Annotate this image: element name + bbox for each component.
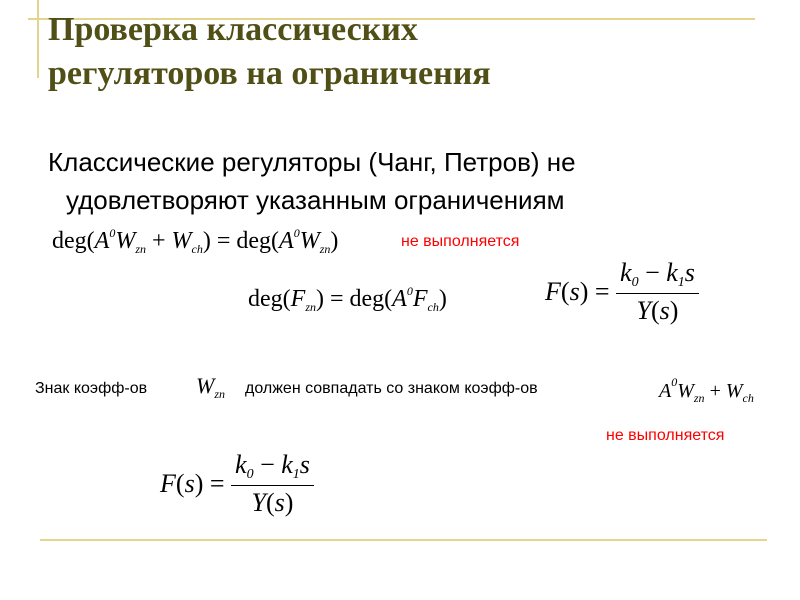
not-satisfied-label-1: не выполняется bbox=[401, 233, 520, 250]
sign-condition-middle: должен совпадать со знаком коэфф-ов bbox=[245, 380, 538, 397]
degree-condition-formula-1: $deg(A^0W_{zn} + W_{ch}) = deg(A^0W_{zn})$ bbox=[52, 226, 339, 256]
title-line-2: регуляторов на ограничения bbox=[48, 55, 491, 92]
sign-condition-prefix: Знак коэфф-ов bbox=[35, 380, 148, 397]
bottom-rule bbox=[40, 539, 767, 541]
title-line-1: Проверка классических bbox=[48, 11, 418, 48]
slide-title bbox=[48, 8, 748, 96]
controller-transfer-function-2: F(s) = $\frac{k_0 - k_1s}{Y(s)}$ bbox=[160, 450, 314, 518]
left-rule bbox=[37, 0, 39, 78]
not-satisfied-label-2: не выполняется bbox=[606, 427, 725, 444]
lead-line-2: удовлетворяют указанным ограничениям bbox=[66, 185, 565, 215]
w-zn-symbol: $W_{zn}$ bbox=[196, 373, 225, 401]
sum-term-formula: $A^0W_{zn} + W_{ch}$ bbox=[659, 375, 754, 405]
degree-condition-formula-2: $deg(F_{zn}) = deg(A^0F_{ch})$ bbox=[248, 284, 447, 314]
lead-paragraph bbox=[48, 143, 788, 219]
controller-transfer-function-1: F(s) = $\frac{k_0 - k_1s}{Y(s)}$ bbox=[545, 258, 699, 326]
lead-line-1: Классические регуляторы (Чанг, Петров) не bbox=[48, 147, 576, 177]
